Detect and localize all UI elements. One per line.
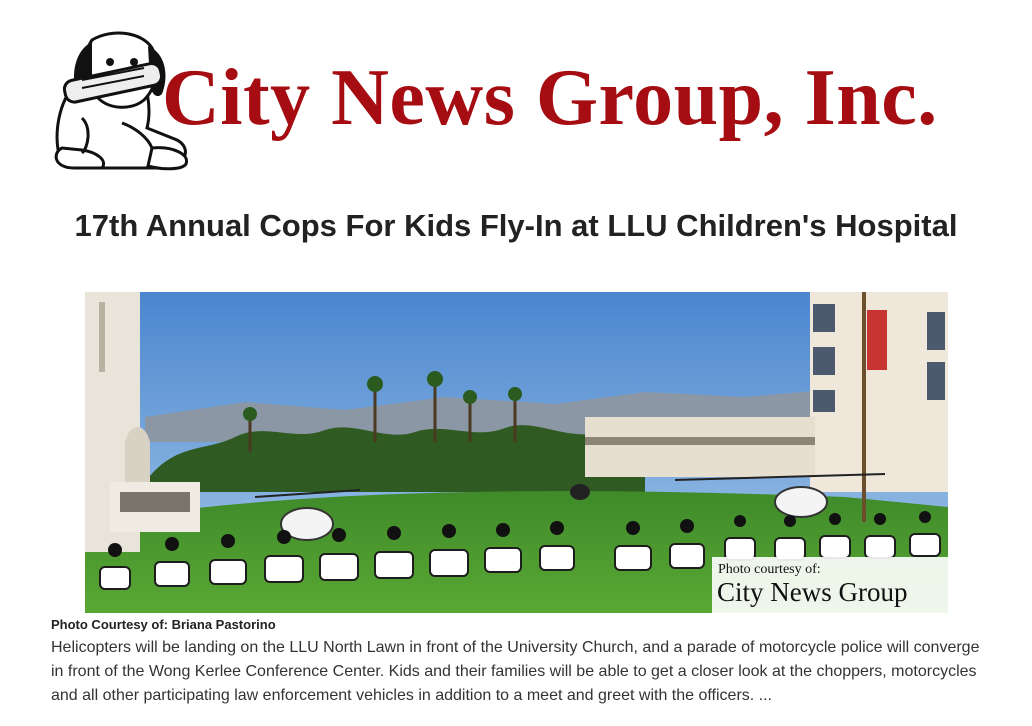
article-photo[interactable]	[85, 292, 948, 613]
article-headline[interactable]: 17th Annual Cops For Kids Fly-In at LLU Children's Hospital	[74, 208, 958, 243]
photo-watermark	[712, 557, 948, 613]
masthead	[52, 28, 982, 174]
brand-name: City News Group, Inc.	[162, 54, 938, 142]
photo-watermark-brand: City News Group	[717, 577, 908, 607]
photo-watermark-caption: Photo courtesy of:	[718, 562, 821, 577]
photo-credit: Photo Courtesy of: Briana Pastorino	[51, 617, 276, 632]
article-summary: Helicopters will be landing on the LLU North Lawn in front of the University Church, and a parade of motorcycle police will converge in front of the Wong Kerlee Conference Center. Kids and their families will be able to get a closer look at the choppers, motorcycles and all other participating law enforcement vehicles in addition to a meet and greet with the officers. ...	[51, 639, 980, 704]
